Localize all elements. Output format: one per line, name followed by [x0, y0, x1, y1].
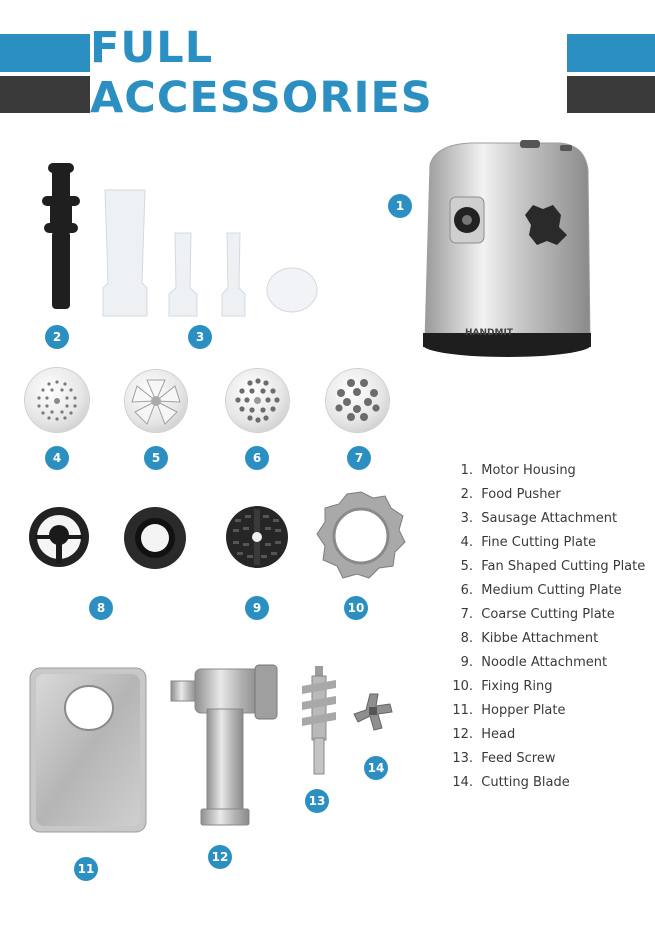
parts-list [446, 461, 645, 797]
sausage-attachment-image [100, 188, 325, 320]
list-item [446, 605, 645, 629]
badge-13: 13 [305, 789, 329, 813]
motor-housing-image [410, 135, 600, 370]
kibbe-attachment-image [27, 505, 192, 570]
header-band-left-blue [0, 34, 92, 72]
list-item-number: 7. [460, 607, 473, 622]
list-item-label: Noodle Attachment [481, 655, 608, 670]
badge-7: 7 [347, 446, 371, 470]
list-item-label: Hopper Plate [481, 703, 566, 718]
fixing-ring-image [313, 490, 409, 582]
list-item [446, 653, 645, 677]
list-item-label: Feed Screw [481, 751, 556, 766]
list-item-label: Food Pusher [481, 487, 561, 502]
list-item-label: Sausage Attachment [481, 511, 618, 526]
list-item-number: 1. [460, 463, 473, 478]
medium-cutting-plate-image [226, 369, 289, 432]
list-item-number: 2. [460, 487, 473, 502]
list-item [446, 749, 645, 773]
badge-10: 10 [344, 596, 368, 620]
list-item [446, 581, 645, 605]
list-item-number: 4. [460, 535, 473, 550]
list-item-label: Fan Shaped Cutting Plate [481, 559, 646, 574]
feed-screw-image [298, 666, 340, 776]
badge-14: 14 [364, 756, 388, 780]
list-item [446, 485, 645, 509]
list-item-number: 3. [460, 511, 473, 526]
list-item-number: 13. [452, 751, 473, 766]
list-item [446, 725, 645, 749]
list-item-label: Fine Cutting Plate [481, 535, 597, 550]
list-item-label: Medium Cutting Plate [481, 583, 622, 598]
list-item-number: 10. [452, 679, 473, 694]
list-item-label: Kibbe Attachment [481, 631, 599, 646]
list-item-number: 9. [460, 655, 473, 670]
list-item-label: Fixing Ring [481, 679, 553, 694]
list-item-number: 5. [460, 559, 473, 574]
coarse-cutting-plate-image [326, 369, 389, 432]
cutting-blade-image [352, 692, 394, 732]
list-item [446, 509, 645, 533]
badge-9: 9 [245, 596, 269, 620]
brand-logo: HANDMIT [465, 328, 513, 338]
page-title: FULL ACCESSORIES [90, 30, 565, 116]
list-item-number: 8. [460, 631, 473, 646]
head-image [167, 663, 282, 831]
list-item [446, 629, 645, 653]
list-item-number: 6. [460, 583, 473, 598]
badge-11: 11 [74, 857, 98, 881]
badge-6: 6 [245, 446, 269, 470]
fan-shaped-cutting-plate-image [125, 370, 187, 432]
list-item [446, 533, 645, 557]
badge-3: 3 [188, 325, 212, 349]
badge-1: 1 [388, 194, 412, 218]
badge-2: 2 [45, 325, 69, 349]
list-item [446, 677, 645, 701]
list-item [446, 773, 645, 797]
list-item-label: Motor Housing [481, 463, 576, 478]
list-item-number: 11. [452, 703, 473, 718]
badge-12: 12 [208, 845, 232, 869]
hopper-plate-image [28, 666, 148, 834]
list-item-label: Head [481, 727, 516, 742]
food-pusher-image [40, 163, 82, 313]
list-item-label: Cutting Blade [481, 775, 570, 790]
fine-cutting-plate-image [25, 368, 89, 432]
list-item-number: 12. [452, 727, 473, 742]
list-item [446, 701, 645, 725]
badge-5: 5 [144, 446, 168, 470]
list-item [446, 461, 645, 485]
list-item-number: 14. [452, 775, 473, 790]
list-item [446, 557, 645, 581]
header-band-right-blue [567, 34, 655, 72]
badge-8: 8 [89, 596, 113, 620]
noodle-attachment-image [225, 505, 289, 569]
badge-4: 4 [45, 446, 69, 470]
header-band-right-dark [567, 76, 655, 113]
header-band-left-dark [0, 76, 92, 113]
list-item-label: Coarse Cutting Plate [481, 607, 615, 622]
